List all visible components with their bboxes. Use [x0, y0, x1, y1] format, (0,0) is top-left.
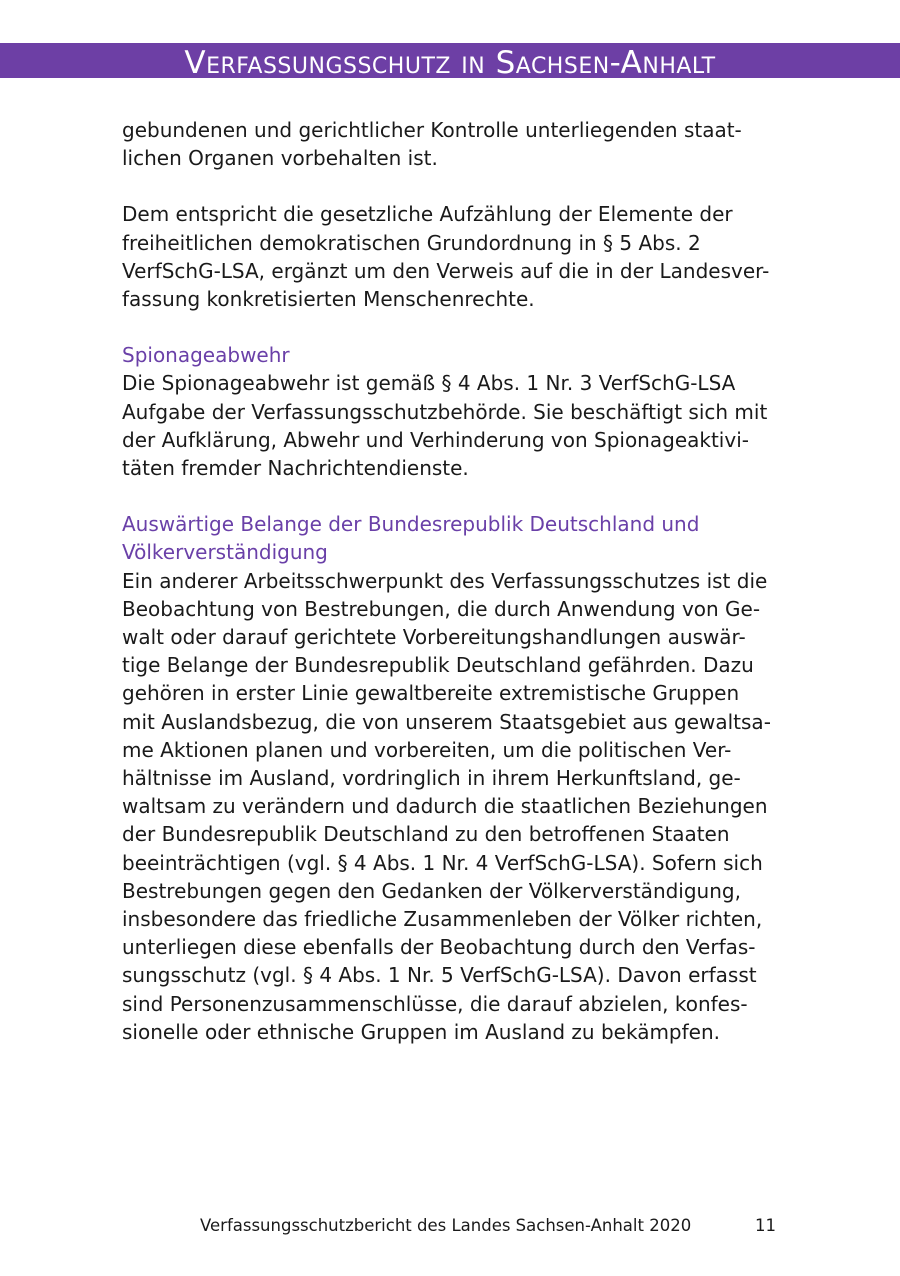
section-heading-spionageabwehr: Spionageabwehr [122, 343, 290, 368]
main-content [122, 116, 792, 1046]
section-heading-auswaertige-belange: Auswärtige Belange der Bundesrepublik Deutschland und Völkerverständigung [122, 512, 700, 565]
paragraph-gap [122, 313, 792, 341]
paragraph-auswaertige-belange: Ein anderer Arbeitsschwerpunkt des Verfassungsschutzes ist die Beobachtung von Bestrebungen, die durch Anwendung von Ge- walt oder darauf gerichtete Vorbereitungshandlungen auswär- tige Belange der Bundesrepublik Deutschland gefährden. Dazu gehören in erster Linie gewaltbereite extremistische Gruppen mit Auslandsbezug, die von unserem Staatsgebiet aus gewaltsa- me Aktionen planen und vorbereiten, um die politischen Ver- hältnisse im Ausland, vordringlich in ihrem Herkunftsland, ge- waltsam zu verändern und dadurch die staatlichen Beziehungen der Bundesrepublik Deutschland zu den betroffenen Staaten beeinträchtigen (vgl. § 4 Abs. 1 Nr. 4 VerfSchG-LSA). Sofern sich Bestrebungen gegen den Gedanken der Völkerverständigung, insbesondere das friedliche Zusammenleben der Völker richten, unterliegen diese ebenfalls der Beobachtung durch den Verfas- sungsschutz (vgl. § 4 Abs. 1 Nr. 5 VerfSchG-LSA). Davon erfasst sind Personenzusammenschlüsse, die darauf abzielen, konfes- sionelle oder ethnische Gruppen im Ausland zu bekämpfen. [122, 568, 771, 1044]
paragraph-gap [122, 482, 792, 510]
footer-publication-title: Verfassungsschutzbericht des Landes Sachsen-Anhalt 2020 [200, 1216, 692, 1235]
paragraph-spionageabwehr: Die Spionageabwehr ist gemäß § 4 Abs. 1 Nr. 3 VerfSchG-LSA Aufgabe der Verfassungsschutzbehörde. Sie beschäftigt sich mit der Aufklärung, Abwehr und Verhinderung von Spionageaktivi- täten fremder Nachrichtendienste. [122, 371, 768, 481]
page-header-title: Verfassungsschutz in Sachsen-Anhalt [184, 45, 716, 81]
page-number: 11 [755, 1216, 776, 1235]
paragraph-fdgo-elements: Dem entspricht die gesetzliche Aufzählung der Elemente der freiheitlichen demokratischen Grundordnung in § 5 Abs. 2 VerfSchG-LSA, ergänzt um den Verweis auf die in der Landesver- fassung konkretisierten Menschenrechte. [122, 202, 770, 312]
paragraph-continuation: gebundenen und gerichtlicher Kontrolle unterliegenden staat- lichen Organen vorbehalten ist. [122, 118, 742, 171]
paragraph-gap [122, 172, 792, 200]
